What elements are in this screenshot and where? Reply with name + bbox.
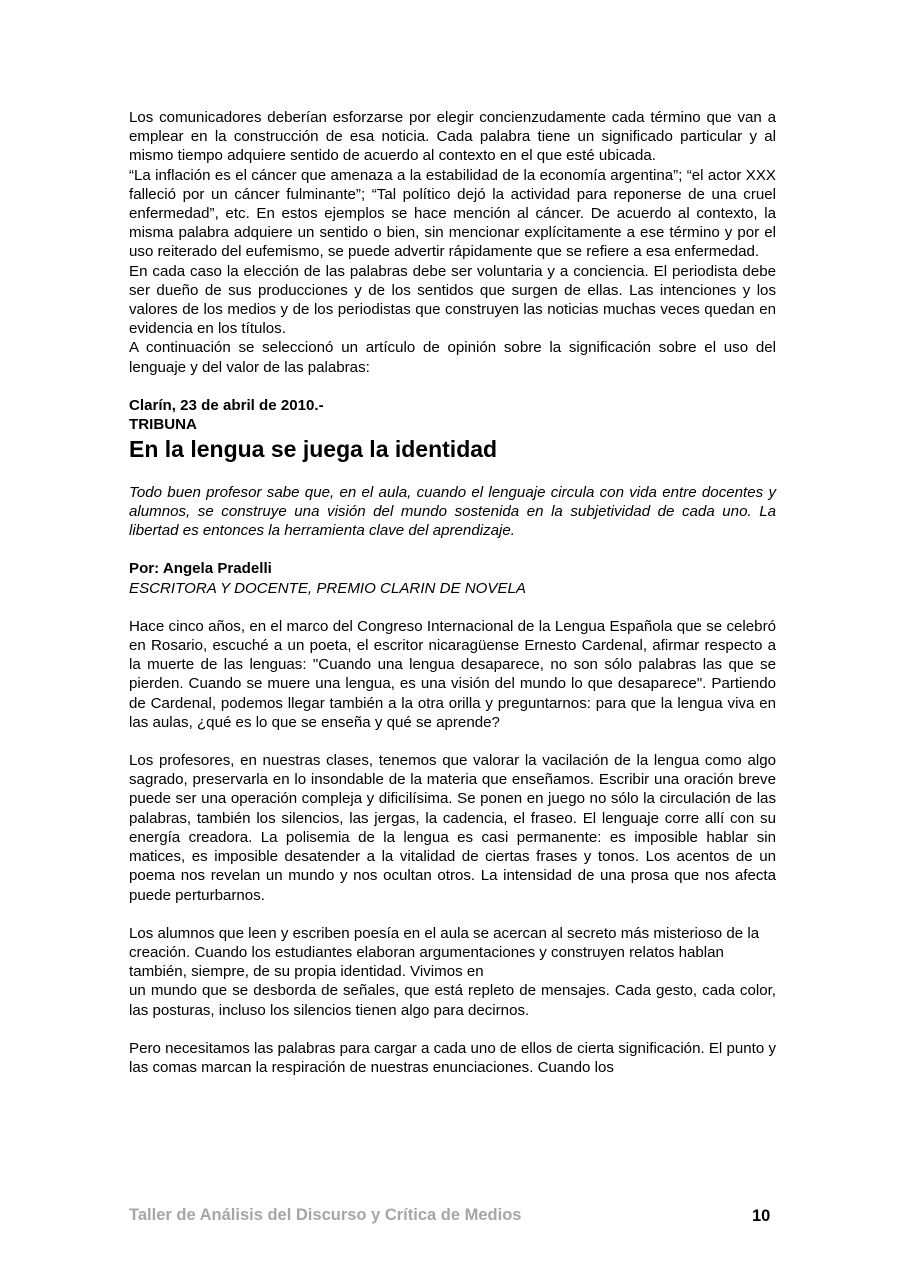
document-page (129, 108, 776, 1077)
spacer (129, 598, 776, 617)
article-paragraph: un mundo que se desborda de señales, que está repleto de mensajes. Cada gesto, cada color, las posturas, incluso los silencios tienen algo para decirnos. (129, 982, 776, 1019)
article-paragraph: Hace cinco años, en el marco del Congreso Internacional de la Lengua Española que se celebró en Rosario, escuché a un poeta, el escritor nicaragüense Ernesto Cardenal, afirmar respecto a la muerte de las lenguas: "Cuando una lengua desaparece, no son sólo palabras las que se pierden. Cuando se muere una lengua, es una visión del mundo lo que desaparece". Partiendo de Cardenal, podemos llegar también a la otra orilla y preguntarnos: para que la lengua viva en las aulas, ¿qué es lo que se enseña y qué se aprende? (129, 617, 776, 731)
article-source-date: Clarín, 23 de abril de 2010.- (129, 396, 324, 414)
spacer (129, 732, 776, 751)
spacer (129, 464, 776, 483)
footer-course-title: Taller de Análisis del Discurso y Crítica de Medios (129, 1206, 522, 1224)
page-number: 10 (752, 1207, 771, 1225)
article-section: TRIBUNA (129, 415, 197, 433)
intro-paragraph: En cada caso la elección de las palabras debe ser voluntaria y a conciencia. El periodista debe ser dueño de sus producciones y de los sentidos que surgen de ellas. Las intenciones y los valores de los medios y de los periodistas que construyen las noticias muchas veces quedan en evidencia en los títulos. (129, 262, 776, 338)
spacer (129, 1020, 776, 1039)
spacer (129, 377, 776, 396)
intro-paragraph: A continuación se seleccionó un artículo de opinión sobre la significación sobre el uso del lenguaje y del valor de las palabras: (129, 339, 776, 376)
article-paragraph: Los profesores, en nuestras clases, tenemos que valorar la vacilación de la lengua como algo sagrado, preservarla en lo insondable de la materia que enseñamos. Escribir una oración breve puede ser una operación compleja y dificilísima. Se ponen en juego no sólo la circulación de las palabras, también los silencios, las jergas, la cadencia, el fraseo. El lenguaje corre allí con su energía creadora. La polisemia de la lengua es casi permanente: es imposible hablar sin matices, es imposible desatender a la vitalidad de ciertas frases y tonos. Los acentos de un poema nos revelan un mundo y nos ocultan otros. La intensidad de una prosa que nos afecta puede perturbarnos. (129, 752, 776, 904)
article-author-role: ESCRITORA Y DOCENTE, PREMIO CLARIN DE NOVELA (129, 579, 526, 597)
article-paragraph: Los alumnos que leen y escriben poesía en el aula se acercan al secreto más misterioso de la creación. Cuando los estudiantes elaboran argumentaciones y construyen relatos hablan también, siempre, de su propia identidad. Vivimos en (129, 924, 760, 981)
intro-paragraph: “La inflación es el cáncer que amenaza a la estabilidad de la economía argentina”; “el actor XXX falleció por un cáncer fulminante”; “Tal político dejó la actividad para reponerse de una cruel enfermedad”, etc. En estos ejemplos se hace mención al cáncer. De acuerdo al contexto, la misma palabra adquiere un sentido o bien, sin mencionar explícitamente a ese término y por el uso reiterado del eufemismo, se puede advertir rápidamente que se refiere a esa enfermedad. (129, 166, 776, 261)
article-paragraph: Pero necesitamos las palabras para cargar a cada uno de ellos de cierta significación. El punto y las comas marcan la respiración de nuestras enunciaciones. Cuando los (129, 1039, 776, 1076)
article-lead: Todo buen profesor sabe que, en el aula, cuando el lenguaje circula con vida entre docentes y alumnos, se construye una visión del mundo sostenida en la subjetividad de cada uno. La libertad es entonces la herramienta clave del aprendizaje. (129, 483, 776, 540)
article-author: Por: Angela Pradelli (129, 560, 272, 578)
spacer (129, 540, 776, 559)
intro-paragraph: Los comunicadores deberían esforzarse por elegir concienzudamente cada término que van a emplear en la construcción de esa noticia. Cada palabra tiene un significado particular y al mismo tiempo adquiere sentido de acuerdo al contexto en el que esté ubicada. (129, 109, 776, 165)
spacer (129, 905, 776, 924)
article-headline: En la lengua se juega la identidad (129, 435, 498, 462)
